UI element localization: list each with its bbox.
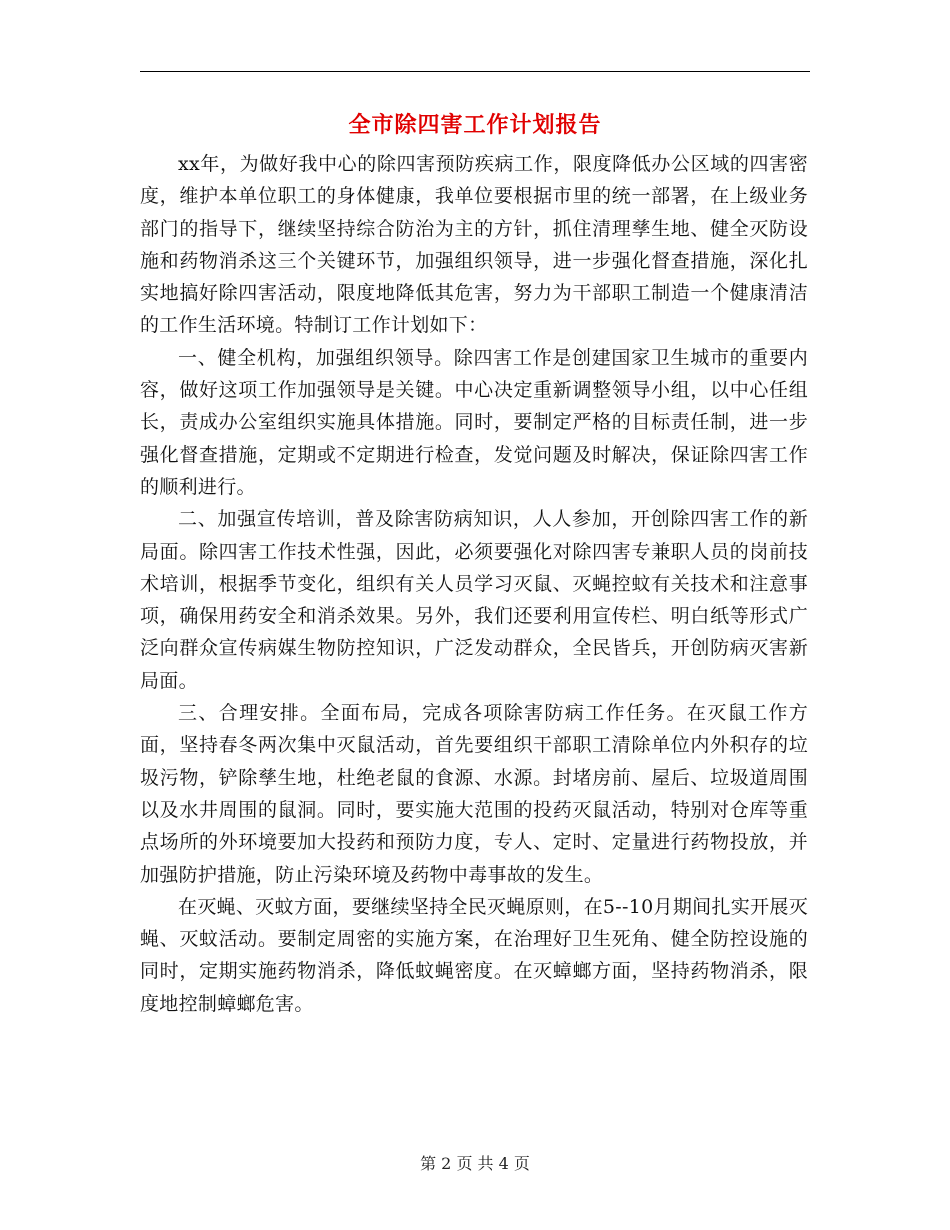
paragraph-section-2: 二、加强宣传培训，普及除害防病知识，人人参加，开创除四害工作的新局面。除四害工作技术性强，因此，必须要强化对除四害专兼职人员的岗前技术培训，根据季节变化，组织有关人员学习灭鼠、灭蝇控蚊有关技术和注意事项，确保用药安全和消杀效果。另外，我们还要利用宣传栏、明白纸等形式广泛向群众宣传病媒生物防控知识，广泛发动群众，全民皆兵，开创防病灭害新局面。 (140, 508, 808, 692)
paragraph-flies-mosquitoes: 在灭蝇、灭蚊方面，要继续坚持全民灭蝇原则，在5--10月期间扎实开展灭蝇、灭蚊活动。要制定周密的实施方案，在治理好卫生死角、健全防控设施的同时，定期实施药物消杀，降低蚊蝇密度。在灭蟑螂方面，坚持药物消杀，限度地控制蟑螂危害。 (140, 895, 808, 1015)
paragraph-section-1: 一、健全机构，加强组织领导。除四害工作是创建国家卫生城市的重要内容，做好这项工作加强领导是关键。中心决定重新调整领导小组，以中心任组长，责成办公室组织实施具体措施。同时，要制定严格的目标责任制，进一步强化督查措施，定期或不定期进行检查，发觉问题及时解决，保证除四害工作的顺利进行。 (140, 346, 808, 498)
document-body (140, 148, 808, 1020)
paragraph-section-3: 三、合理安排。全面布局，完成各项除害防病工作任务。在灭鼠工作方面，坚持春冬两次集中灭鼠活动，首先要组织干部职工清除单位内外积存的垃圾污物，铲除孳生地，杜绝老鼠的食源、水源。封堵房前、屋后、垃圾道周围以及水井周围的鼠洞。同时，要实施大范围的投药灭鼠活动，特别对仓库等重点场所的外环境要加大投药和预防力度，专人、定时、定量进行药物投放，并加强防护措施，防止污染环境及药物中毒事故的发生。 (140, 702, 808, 886)
page-number: 第 2 页 共 4 页 (420, 1154, 530, 1173)
header-rule (140, 71, 810, 72)
paragraph-intro: xx年，为做好我中心的除四害预防疾病工作，限度降低办公区域的四害密度，维护本单位职工的身体健康，我单位要根据市里的统一部署，在上级业务部门的指导下，继续坚持综合防治为主的方针，抓住清理孳生地、健全灭防设施和药物消杀这三个关键环节，加强组织领导，进一步强化督查措施，深化扎实地搞好除四害活动，限度地降低其危害，努力为干部职工制造一个健康清洁的工作生活环境。特制订工作计划如下： (140, 153, 808, 337)
document-title: 全市除四害工作计划报告 (348, 112, 602, 138)
